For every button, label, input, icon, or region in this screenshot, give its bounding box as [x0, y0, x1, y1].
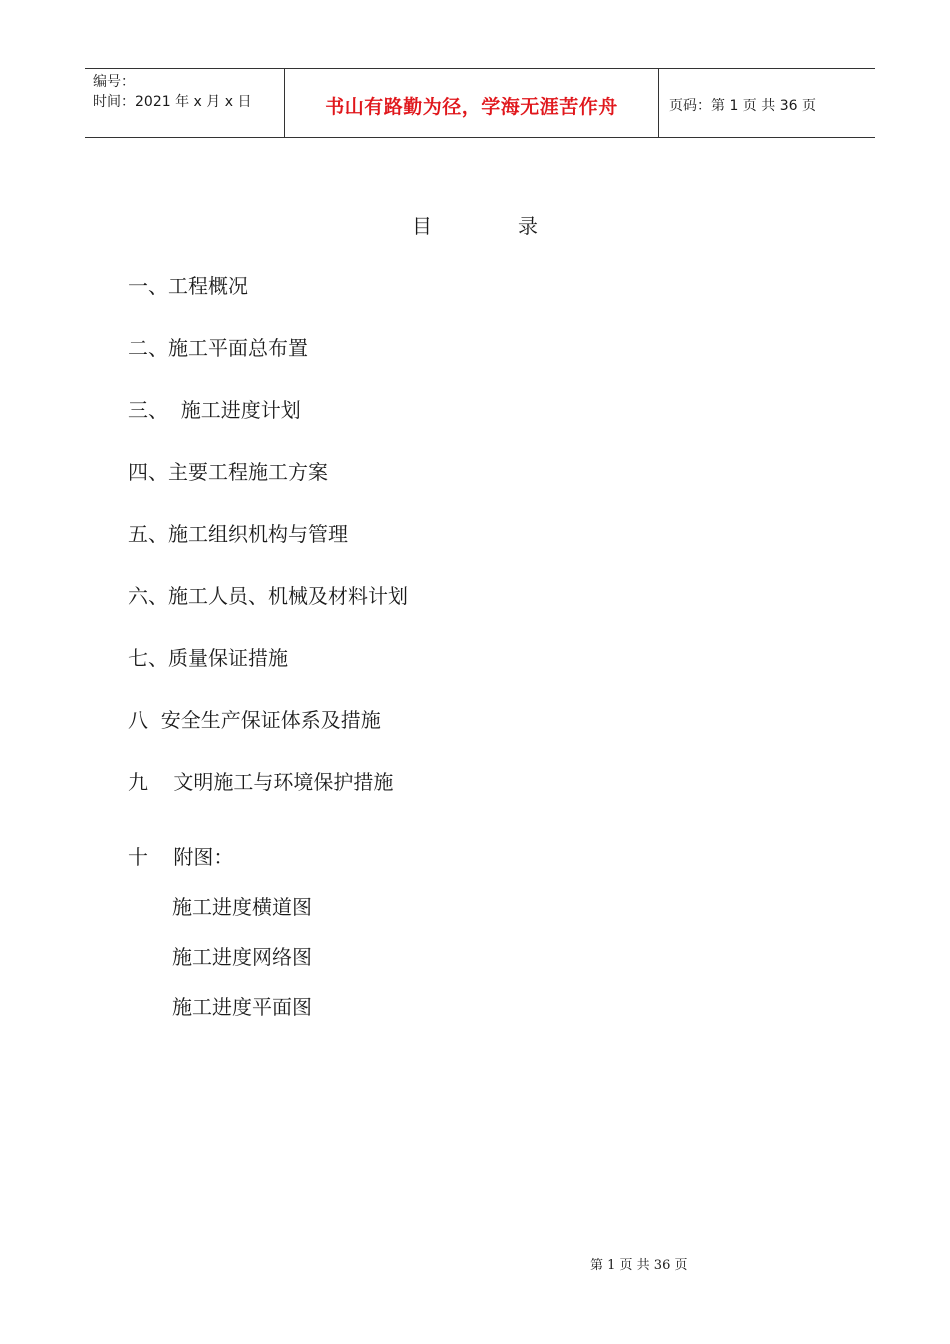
header-meta	[85, 69, 285, 137]
document-number-label: 编号：	[93, 74, 135, 90]
header-page-number: 页码：第 1 页 共 36 页	[669, 98, 816, 114]
toc-item-7[interactable]: 七、质量保证措施	[128, 646, 288, 670]
toc-item-6[interactable]: 六、施工人员、机械及材料计划	[128, 584, 408, 608]
toc-item-2[interactable]: 二、施工平面总布置	[128, 336, 308, 360]
toc-item-5[interactable]: 五、施工组织机构与管理	[128, 522, 348, 546]
toc-title	[0, 210, 950, 239]
toc-item-4[interactable]: 四、主要工程施工方案	[128, 460, 328, 484]
header-motto: 书山有路勤为径，学海无涯苦作舟	[285, 69, 659, 137]
page-footer: 第 1 页 共 36 页	[590, 1258, 688, 1273]
toc-title-left: 目	[412, 214, 432, 238]
toc-subitem-gantt[interactable]: 施工进度横道图	[172, 895, 312, 919]
document-date-label: 时间：2021 年 x 月 x 日	[93, 94, 252, 110]
toc-subitem-network[interactable]: 施工进度网络图	[172, 945, 312, 969]
toc-item-1[interactable]: 一、工程概况	[128, 274, 248, 298]
toc-item-10[interactable]: 十 附图：	[128, 845, 234, 869]
toc-item-3[interactable]: 三、 施工进度计划	[128, 398, 301, 422]
toc-subitem-plan[interactable]: 施工进度平面图	[172, 995, 312, 1019]
toc-title-right: 录	[518, 214, 538, 238]
toc-item-9[interactable]: 九 文明施工与环境保护措施	[128, 770, 394, 794]
toc-item-8[interactable]: 八 安全生产保证体系及措施	[128, 708, 381, 732]
page-header	[85, 68, 875, 138]
